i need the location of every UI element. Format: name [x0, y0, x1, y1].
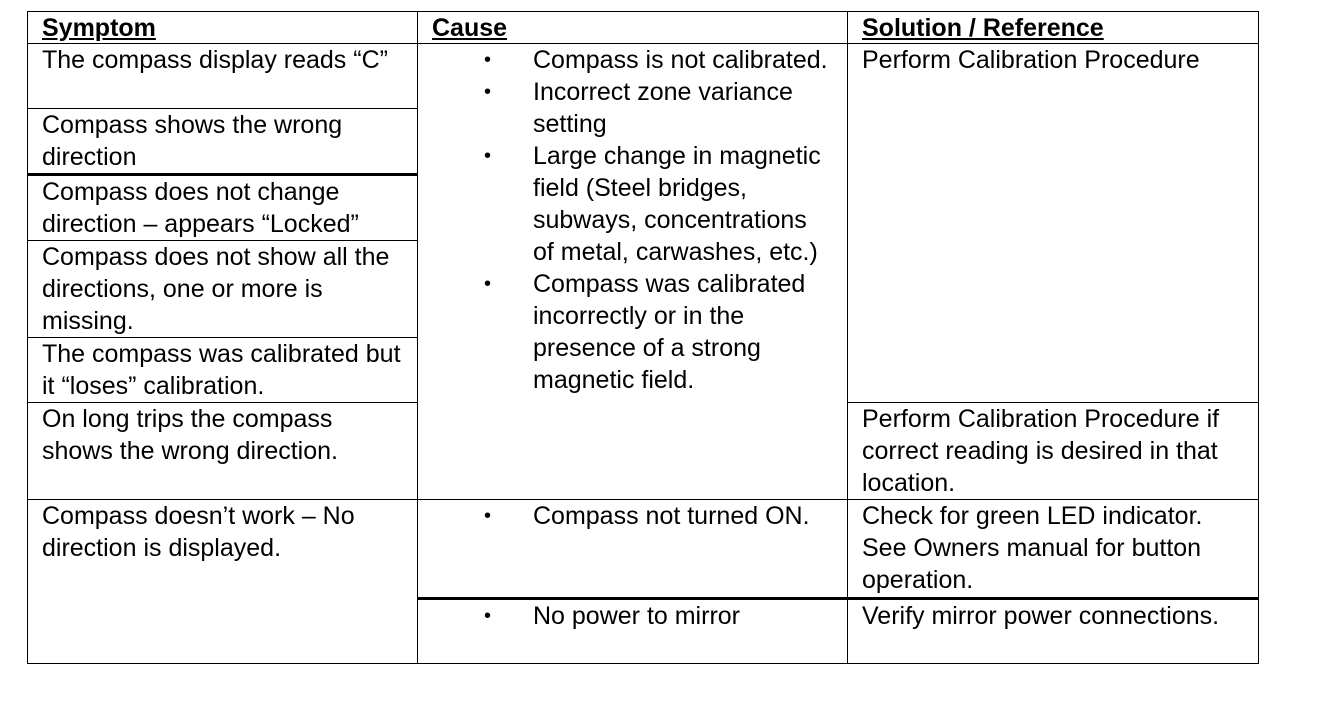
cause-cell	[418, 500, 848, 599]
header-row	[28, 12, 1259, 44]
cause-item: • No power to mirror	[484, 602, 740, 630]
solution-cell: Check for green LED indicator. See Owners manual for button operation.	[848, 500, 1259, 599]
bullet-icon: •	[484, 273, 492, 295]
cause-list	[432, 600, 833, 632]
cause-list	[432, 500, 833, 532]
symptom-cell: Compass does not change direction – appears “Locked”	[28, 175, 418, 241]
header-cause: Cause	[418, 12, 848, 44]
symptom-cell: The compass display reads “C”	[28, 44, 418, 109]
cause-list	[432, 44, 833, 396]
bullet-icon: •	[484, 81, 492, 103]
header-solution: Solution / Reference	[848, 12, 1259, 44]
symptom-cell: Compass doesn’t work – No direction is displayed.	[28, 500, 418, 664]
bullet-icon: •	[484, 505, 492, 527]
cause-item: • Compass not turned ON.	[484, 502, 810, 530]
cause-cell	[418, 44, 848, 500]
symptom-cell: On long trips the compass shows the wrong direction.	[28, 403, 418, 500]
cause-cell	[418, 599, 848, 664]
bullet-icon: •	[484, 605, 492, 627]
cause-item: • Incorrect zone variance setting	[484, 78, 793, 138]
symptom-cell: Compass shows the wrong direction	[28, 109, 418, 175]
bullet-icon: •	[484, 49, 492, 71]
cause-item: • Compass was calibrated incorrectly or in the presence of a strong magnetic field.	[484, 270, 806, 394]
symptom-cell: Compass does not show all the directions, one or more is missing.	[28, 241, 418, 338]
bullet-icon: •	[484, 145, 492, 167]
cause-item: • Compass is not calibrated.	[484, 46, 828, 74]
cause-item: • Large change in magnetic field (Steel bridges, subways, concentrations of metal, carwashes, etc.)	[484, 142, 821, 266]
symptom-cell: The compass was calibrated but it “loses” calibration.	[28, 338, 418, 403]
troubleshooting-table	[27, 11, 1259, 664]
solution-cell: Perform Calibration Procedure	[848, 44, 1259, 403]
header-symptom: Symptom	[28, 12, 418, 44]
table-row	[28, 500, 1259, 599]
table-row	[28, 44, 1259, 109]
solution-cell: Perform Calibration Procedure if correct reading is desired in that location.	[848, 403, 1259, 500]
solution-cell: Verify mirror power connections.	[848, 599, 1259, 664]
